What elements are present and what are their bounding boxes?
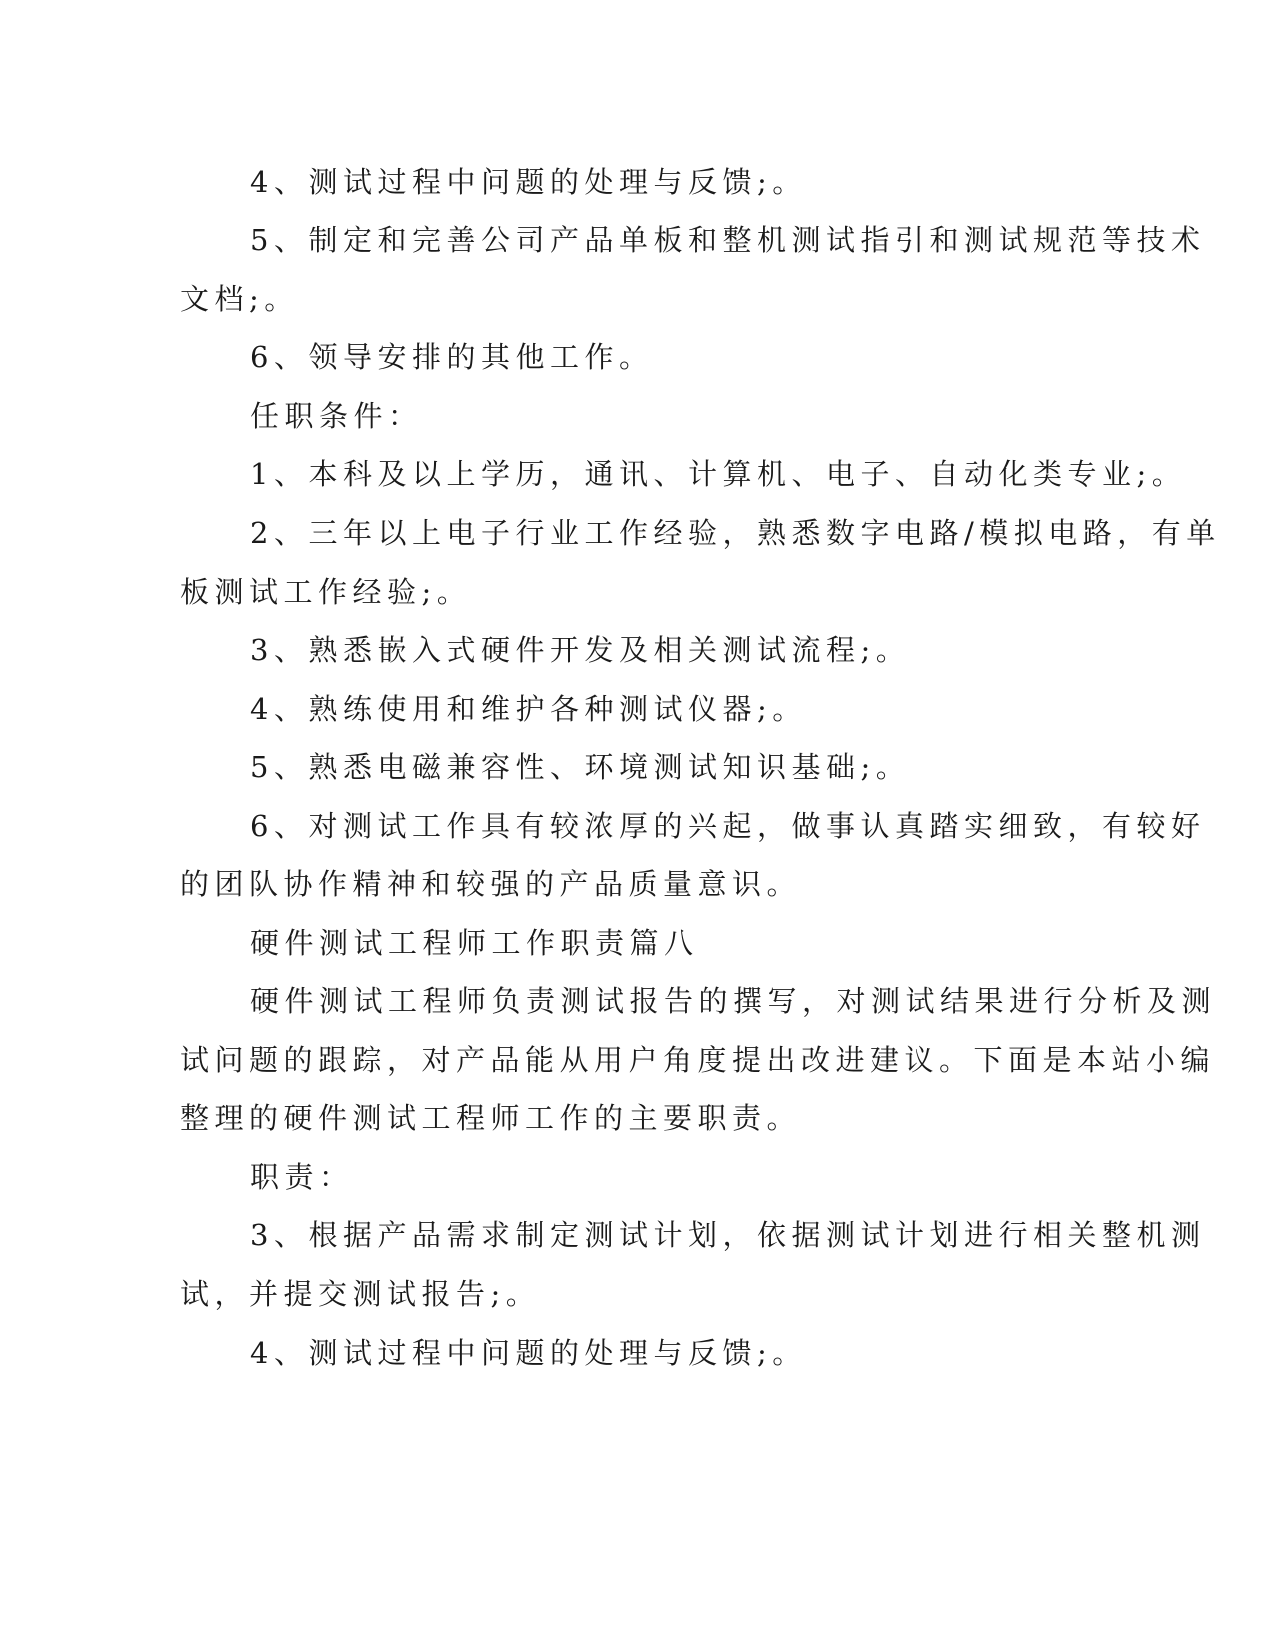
paragraph-line: 6、对测试工作具有较浓厚的兴起，做事认真踏实细致，有较好 xyxy=(250,809,1206,843)
paragraph-line: 6、领导安排的其他工作。 xyxy=(250,340,654,374)
paragraph-line: 5、制定和完善公司产品单板和整机测试指引和测试规范等技术 xyxy=(250,223,1206,257)
paragraph-line: 硬件测试工程师负责测试报告的撰写，对测试结果进行分析及测 xyxy=(250,984,1217,1018)
paragraph-line: 2、三年以上电子行业工作经验，熟悉数字电路/模拟电路，有单 xyxy=(250,516,1221,550)
paragraph-line: 试问题的跟踪，对产品能从用户角度提出改进建议。下面是本站小编 xyxy=(180,1043,1216,1077)
paragraph-line: 试，并提交测试报告;。 xyxy=(180,1277,541,1311)
paragraph-line: 文档;。 xyxy=(180,282,299,316)
section-heading: 任职条件： xyxy=(250,399,423,433)
section-heading: 职责： xyxy=(250,1160,354,1194)
paragraph-line: 4、测试过程中问题的处理与反馈;。 xyxy=(250,165,807,199)
paragraph-line: 整理的硬件测试工程师工作的主要职责。 xyxy=(180,1101,802,1135)
section-title: 硬件测试工程师工作职责篇八 xyxy=(250,926,699,960)
paragraph-line: 3、根据产品需求制定测试计划，依据测试计划进行相关整机测 xyxy=(250,1218,1206,1252)
paragraph-line: 1、本科及以上学历，通讯、计算机、电子、自动化类专业;。 xyxy=(250,457,1187,491)
paragraph-line: 3、熟悉嵌入式硬件开发及相关测试流程;。 xyxy=(250,633,911,667)
paragraph-line: 4、测试过程中问题的处理与反馈;。 xyxy=(250,1336,807,1370)
paragraph-line: 4、熟练使用和维护各种测试仪器;。 xyxy=(250,692,807,726)
paragraph-line: 板测试工作经验;。 xyxy=(180,575,472,609)
paragraph-line: 5、熟悉电磁兼容性、环境测试知识基础;。 xyxy=(250,750,911,784)
paragraph-line: 的团队协作精神和较强的产品质量意识。 xyxy=(180,867,802,901)
